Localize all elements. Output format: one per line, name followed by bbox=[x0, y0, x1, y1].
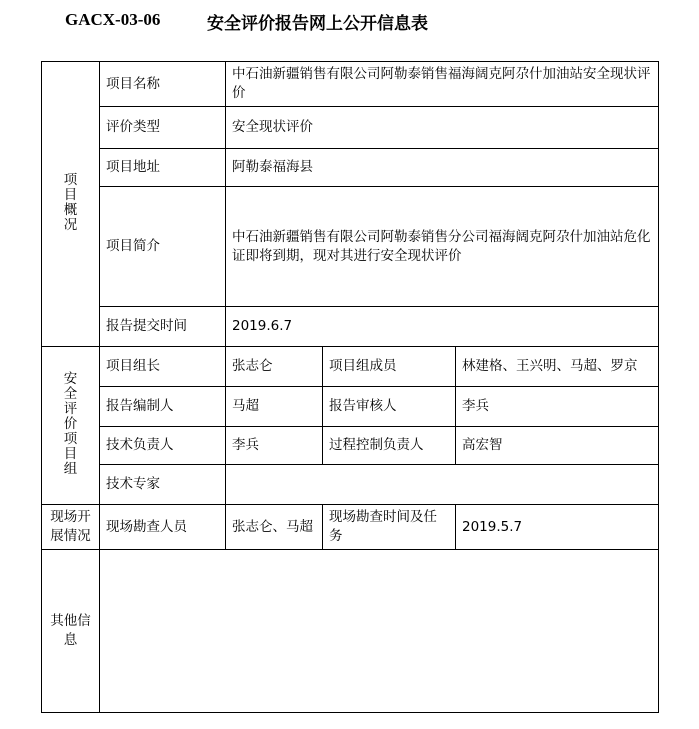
project-address-row bbox=[42, 149, 659, 187]
reviewer-label: 报告审核人 bbox=[323, 387, 456, 427]
project-intro-value: 中石油新疆销售有限公司阿勒泰销售分公司福海阔克阿尕什加油站危化证即将到期，现对其进行安全现状评价 bbox=[226, 187, 659, 307]
site-group-label: 现场开展情况 bbox=[42, 505, 100, 550]
reviewer-value: 李兵 bbox=[456, 387, 659, 427]
team-leader-value: 张志仑 bbox=[226, 347, 323, 387]
compiler-row bbox=[42, 387, 659, 427]
project-intro-row bbox=[42, 187, 659, 307]
team-leader-label: 项目组长 bbox=[100, 347, 226, 387]
site-time-value: 2019.5.7 bbox=[456, 505, 659, 550]
info-table bbox=[41, 61, 659, 713]
site-row bbox=[42, 505, 659, 550]
compiler-value: 马超 bbox=[226, 387, 323, 427]
submit-time-row bbox=[42, 307, 659, 347]
team-group-label: 安全评价项目组 bbox=[42, 347, 100, 505]
document-title: 安全评价报告网上公开信息表 bbox=[207, 14, 428, 34]
team-leader-row bbox=[42, 347, 659, 387]
project-name-value: 中石油新疆销售有限公司阿勒泰销售福海阔克阿尕什加油站安全现状评价 bbox=[226, 62, 659, 107]
submit-time-label: 报告提交时间 bbox=[100, 307, 226, 347]
team-members-label: 项目组成员 bbox=[323, 347, 456, 387]
overview-group-label: 项目概况 bbox=[42, 62, 100, 347]
site-staff-label: 现场勘查人员 bbox=[100, 505, 226, 550]
expert-value bbox=[226, 465, 659, 505]
compiler-label: 报告编制人 bbox=[100, 387, 226, 427]
project-address-label: 项目地址 bbox=[100, 149, 226, 187]
document-code: GACX-03-06 bbox=[65, 10, 161, 29]
project-address-value: 阿勒泰福海县 bbox=[226, 149, 659, 187]
assessment-type-row bbox=[42, 107, 659, 149]
expert-label: 技术专家 bbox=[100, 465, 226, 505]
project-intro-label: 项目简介 bbox=[100, 187, 226, 307]
project-name-label: 项目名称 bbox=[100, 62, 226, 107]
submit-time-value: 2019.6.7 bbox=[226, 307, 659, 347]
project-name-row bbox=[42, 62, 659, 107]
tech-lead-value: 李兵 bbox=[226, 427, 323, 465]
team-members-value: 林建格、王兴明、马超、罗京 bbox=[456, 347, 659, 387]
assessment-type-label: 评价类型 bbox=[100, 107, 226, 149]
other-info-label: 其他信息 bbox=[42, 550, 100, 713]
process-control-label: 过程控制负责人 bbox=[323, 427, 456, 465]
other-info-value bbox=[100, 550, 659, 713]
other-info-row bbox=[42, 550, 659, 713]
process-control-value: 高宏智 bbox=[456, 427, 659, 465]
site-staff-value: 张志仑、马超 bbox=[226, 505, 323, 550]
expert-row bbox=[42, 465, 659, 505]
assessment-type-value: 安全现状评价 bbox=[226, 107, 659, 149]
tech-lead-row bbox=[42, 427, 659, 465]
tech-lead-label: 技术负责人 bbox=[100, 427, 226, 465]
site-time-label: 现场勘查时间及任务 bbox=[323, 505, 456, 550]
